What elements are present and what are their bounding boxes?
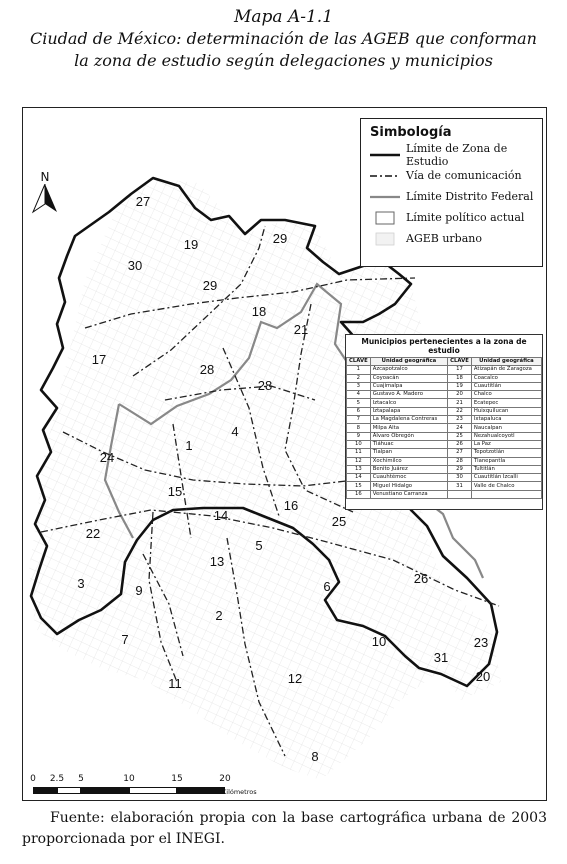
clave-cell: 7 <box>347 416 371 424</box>
region-label: 10 <box>371 634 387 649</box>
unidad-cell: Azcapotzalco <box>370 366 447 374</box>
clave-cell: 2 <box>347 374 371 382</box>
region-label: 17 <box>91 352 107 367</box>
scale-segment <box>129 787 177 794</box>
table-header: CLAVE <box>347 358 371 366</box>
clave-cell: 26 <box>448 440 472 448</box>
figure-caption <box>22 808 547 850</box>
table-row <box>347 490 542 498</box>
legend-item-study-zone <box>361 141 542 168</box>
region-label: 16 <box>283 498 299 513</box>
map-title-line2: la zona de estudio según delegaciones y municipios <box>74 51 493 70</box>
unidad-cell: Chalco <box>471 391 541 399</box>
table-row <box>347 399 542 407</box>
table-row <box>347 424 542 432</box>
region-label: 13 <box>209 554 225 569</box>
scale-segment <box>57 787 81 794</box>
light-box-icon <box>370 232 400 246</box>
region-label: 22 <box>85 526 101 541</box>
table-row <box>347 432 542 440</box>
clave-cell: 13 <box>347 465 371 473</box>
table-row <box>347 416 542 424</box>
region-label: 7 <box>121 632 129 647</box>
clave-cell: 15 <box>347 482 371 490</box>
legend-label: AGEB urbano <box>406 232 482 245</box>
region-label: 15 <box>167 484 183 499</box>
clave-cell: 19 <box>448 382 472 390</box>
clave-cell: 28 <box>448 457 472 465</box>
table-row <box>347 474 542 482</box>
table-row <box>347 440 542 448</box>
region-label: 21 <box>293 322 309 337</box>
unidad-cell: Venustiano Carranza <box>370 490 447 498</box>
unidad-cell: Coyoacán <box>370 374 447 382</box>
region-label: 27 <box>135 194 151 209</box>
clave-cell: 12 <box>347 457 371 465</box>
region-label: 8 <box>311 749 319 764</box>
clave-cell: 21 <box>448 399 472 407</box>
region-label: 14 <box>213 508 229 523</box>
unidad-cell: La Paz <box>471 440 541 448</box>
clave-cell: 16 <box>347 490 371 498</box>
table-row <box>347 366 542 374</box>
scale-tick: 15 <box>171 774 183 784</box>
legend-item-ageb <box>361 228 542 249</box>
region-label: 3 <box>77 576 85 591</box>
region-label: 2 <box>215 608 223 623</box>
legend-label: Límite de Zona de Estudio <box>406 141 508 168</box>
legend-label: Vía de comunicación <box>406 169 522 182</box>
region-label: 25 <box>331 514 347 529</box>
region-label: 26 <box>413 571 429 586</box>
municipios-table <box>345 334 543 510</box>
table-header: CLAVE <box>448 358 472 366</box>
region-label: 9 <box>135 583 143 598</box>
municipios-grid <box>346 357 542 499</box>
legend-label: Límite político actual <box>406 211 525 224</box>
clave-cell: 23 <box>448 416 472 424</box>
unidad-cell: Cuauhtémoc <box>370 474 447 482</box>
title-text-b: que conforman <box>409 29 537 48</box>
map-header <box>0 6 567 72</box>
caption-end: . <box>220 831 225 847</box>
region-label: 29 <box>272 231 288 246</box>
clave-cell: 31 <box>448 482 472 490</box>
north-arrow-icon <box>31 184 59 214</box>
clave-cell: 27 <box>448 449 472 457</box>
unidad-cell: Valle de Chalco <box>471 482 541 490</box>
legend-item-df-limit <box>361 186 542 207</box>
clave-cell: 4 <box>347 391 371 399</box>
clave-cell: 22 <box>448 407 472 415</box>
unidad-cell: Miguel Hidalgo <box>370 482 447 490</box>
scale-unit: Kilómetros <box>222 788 257 796</box>
outline-box-icon <box>370 211 400 225</box>
clave-cell: 18 <box>448 374 472 382</box>
clave-cell: 1 <box>347 366 371 374</box>
region-label: 30 <box>127 258 143 273</box>
municipios-table-body <box>347 366 542 499</box>
clave-cell: 10 <box>347 440 371 448</box>
clave-cell: 14 <box>347 474 371 482</box>
clave-cell: 20 <box>448 391 472 399</box>
region-label: 11 <box>168 676 182 691</box>
clave-cell: 3 <box>347 382 371 390</box>
caption-inegi: INEGI <box>175 831 221 847</box>
map-number: Mapa A-1.1 <box>233 7 334 27</box>
municipios-table-title: Municipios pertenecientes a la zona de estudio <box>361 337 527 355</box>
table-row <box>347 465 542 473</box>
unidad-cell: Tláhuac <box>370 440 447 448</box>
unidad-cell: Tepotzotlán <box>471 449 541 457</box>
clave-cell: 25 <box>448 432 472 440</box>
north-label: N <box>40 170 50 184</box>
clave-cell: 8 <box>347 424 371 432</box>
scale-tick: 2.5 <box>49 774 65 784</box>
north-arrow <box>31 170 59 218</box>
region-label: 5 <box>255 538 263 553</box>
thick-line-icon <box>370 148 400 162</box>
region-label: 6 <box>323 579 331 594</box>
region-label: 24 <box>99 450 115 465</box>
region-label: 1 <box>185 438 193 453</box>
dash-dot-line-icon <box>370 169 400 183</box>
table-row <box>347 407 542 415</box>
unidad-cell: Milpa Alta <box>370 424 447 432</box>
scale-tick: 5 <box>78 774 84 784</box>
table-row <box>347 391 542 399</box>
scale-tick: 10 <box>123 774 135 784</box>
region-label: 20 <box>475 669 491 684</box>
unidad-cell: Ixtapaluca <box>471 416 541 424</box>
table-row <box>347 457 542 465</box>
clave-cell: 30 <box>448 474 472 482</box>
unidad-cell: Gustavo A. Madero <box>370 391 447 399</box>
unidad-cell: Coacalco <box>471 374 541 382</box>
clave-cell: 6 <box>347 407 371 415</box>
scale-segment <box>33 787 57 794</box>
unidad-cell: Tultitlán <box>471 465 541 473</box>
unidad-cell <box>471 490 541 498</box>
unidad-cell: Ecatepec <box>471 399 541 407</box>
scale-segment <box>81 787 129 794</box>
legend-title: Simbología <box>370 125 452 140</box>
region-label: 28 <box>257 378 273 393</box>
region-label: 28 <box>199 362 215 377</box>
unidad-cell: Tlanepantla <box>471 457 541 465</box>
unidad-cell: Atizapán de Zaragoza <box>471 366 541 374</box>
region-label: 29 <box>202 278 218 293</box>
gray-line-icon <box>370 190 400 204</box>
table-header: Unidad geográfica <box>471 358 541 366</box>
table-row <box>347 482 542 490</box>
legend-item-political <box>361 207 542 228</box>
caption-text: Fuente: elaboración propia con la base cartográfica urbana de 2003 proporcionada por el <box>22 810 547 847</box>
clave-cell: 11 <box>347 449 371 457</box>
table-row <box>347 449 542 457</box>
legend-label: Límite Distrito Federal <box>406 190 534 203</box>
unidad-cell: Naucalpan <box>471 424 541 432</box>
clave-cell: 5 <box>347 399 371 407</box>
region-label: 23 <box>473 635 489 650</box>
legend-item-road <box>361 165 542 186</box>
unidad-cell: Cuautitlán Izcalli <box>471 474 541 482</box>
clave-cell: 17 <box>448 366 472 374</box>
region-label: 19 <box>183 237 199 252</box>
unidad-cell: La Magdalena Contreras <box>370 416 447 424</box>
region-label: 12 <box>287 671 303 686</box>
unidad-cell: Huixquilucan <box>471 407 541 415</box>
legend-box <box>360 118 543 267</box>
clave-cell: 29 <box>448 465 472 473</box>
unidad-cell: Xochimilco <box>370 457 447 465</box>
table-row <box>347 382 542 390</box>
unidad-cell: Cuautitlán <box>471 382 541 390</box>
table-row <box>347 374 542 382</box>
unidad-cell: Iztacalco <box>370 399 447 407</box>
title-text-a: Ciudad de México: determinación de las <box>30 29 362 48</box>
unidad-cell: Cuajimalpa <box>370 382 447 390</box>
unidad-cell: Tlalpan <box>370 449 447 457</box>
unidad-cell: Nezahualcoyotl <box>471 432 541 440</box>
unidad-cell: Álvaro Obregón <box>370 432 447 440</box>
clave-cell <box>448 490 472 498</box>
unidad-cell: Iztapalapa <box>370 407 447 415</box>
title-ageb: AGEB <box>361 29 410 48</box>
scale-tick: 0 <box>30 774 36 784</box>
unidad-cell: Benito Juárez <box>370 465 447 473</box>
table-header: Unidad geográfica <box>370 358 447 366</box>
region-label: 18 <box>251 304 267 319</box>
region-label: 4 <box>231 424 239 439</box>
region-label: 31 <box>433 650 449 665</box>
scale-segment <box>177 787 225 794</box>
scale-tick: 20 <box>219 774 231 784</box>
map-frame <box>22 107 547 801</box>
map-title-line1 <box>0 28 567 50</box>
clave-cell: 9 <box>347 432 371 440</box>
scale-bar <box>27 774 257 798</box>
clave-cell: 24 <box>448 424 472 432</box>
